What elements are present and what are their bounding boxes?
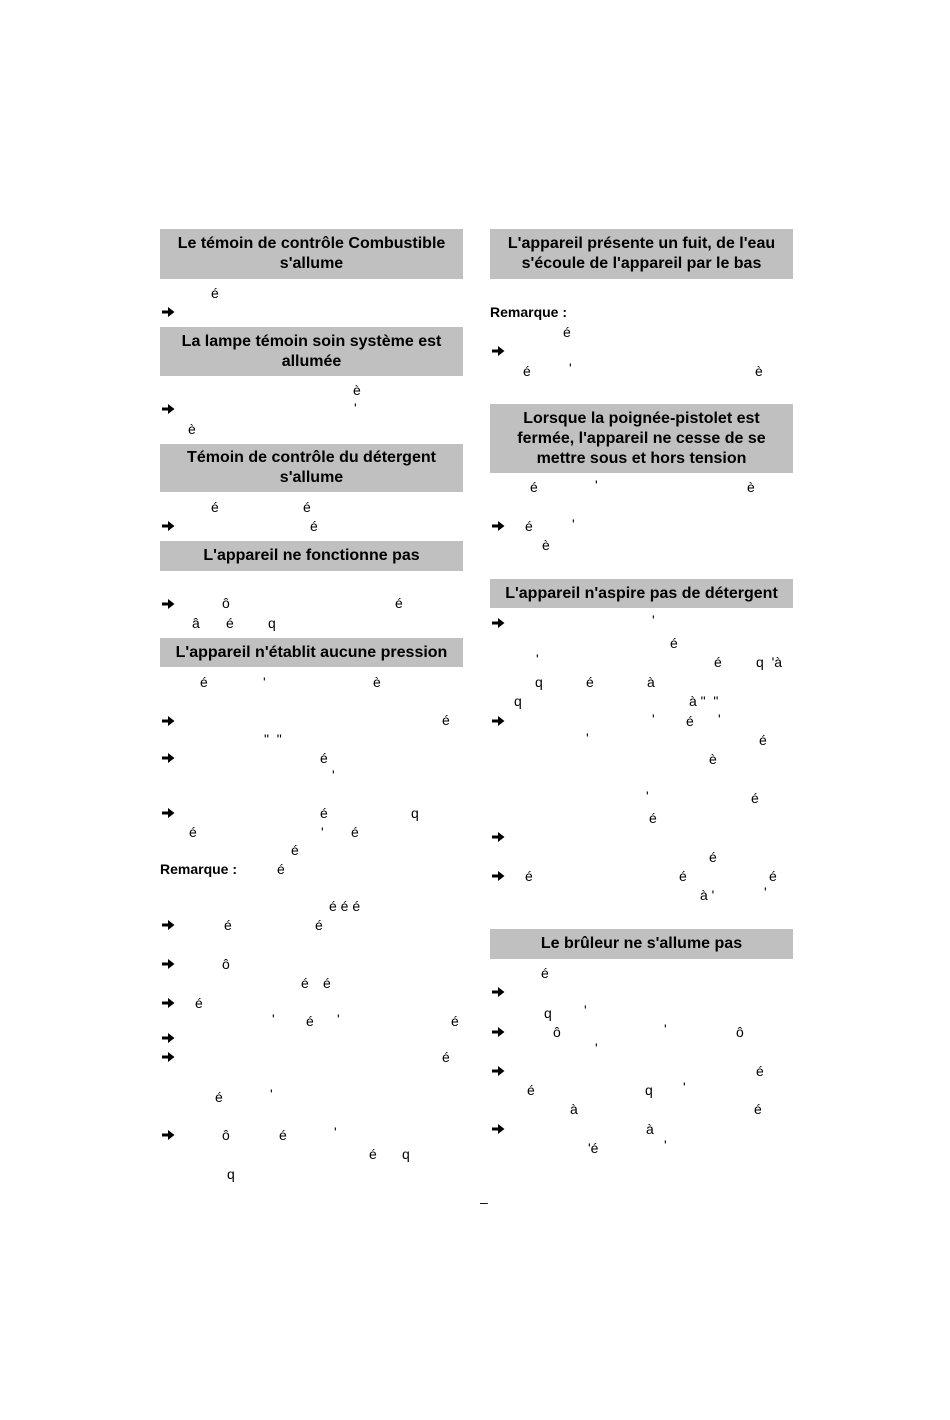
text-fragment: '	[263, 674, 266, 690]
text-fragment: é	[563, 324, 571, 340]
text-fragment: é	[686, 713, 694, 729]
arrow-right-icon	[492, 1026, 505, 1038]
text-fragment: '	[664, 1137, 667, 1153]
left-column	[160, 0, 463, 1420]
text-fragment: q	[645, 1082, 653, 1098]
text-fragment: à	[646, 1121, 654, 1137]
text-fragment: é é é	[329, 898, 361, 914]
arrow-right-icon	[162, 752, 175, 764]
arrow-right-icon	[492, 870, 505, 882]
text-fragment: é	[226, 615, 234, 631]
arrow-right-icon	[492, 715, 505, 727]
text-fragment: é	[670, 635, 678, 651]
text-fragment: é	[195, 995, 203, 1011]
text-fragment: '	[334, 1124, 337, 1140]
text-fragment: '	[270, 1086, 273, 1102]
text-fragment: é	[323, 975, 331, 991]
text-fragment: è	[709, 751, 717, 767]
text-fragment: â	[192, 615, 200, 631]
text-fragment: é	[586, 674, 594, 690]
text-fragment: q	[535, 674, 543, 690]
arrow-right-icon	[492, 1123, 505, 1135]
text-fragment: è	[747, 479, 755, 495]
text-fragment: '	[652, 711, 655, 727]
text-fragment: é	[530, 479, 538, 495]
text-fragment: '	[595, 1040, 598, 1056]
page-number: –	[480, 1194, 488, 1210]
arrow-right-icon	[492, 831, 505, 843]
text-fragment: ô	[222, 956, 230, 972]
section-header-no-pressure: L'appareil n'établit aucune pression	[160, 638, 463, 667]
text-fragment: é	[451, 1013, 459, 1029]
arrow-right-icon	[162, 715, 175, 727]
text-fragment: '	[683, 1079, 686, 1095]
arrow-right-icon	[162, 520, 175, 532]
text-fragment: é	[649, 810, 657, 826]
text-fragment: q	[268, 615, 276, 631]
text-fragment: é	[756, 1063, 764, 1079]
arrow-right-icon	[162, 1051, 175, 1063]
text-fragment: é	[759, 732, 767, 748]
text-fragment: é	[525, 868, 533, 884]
text-fragment: é	[310, 518, 318, 534]
text-fragment: é	[714, 654, 722, 670]
text-fragment: é	[395, 595, 403, 611]
arrow-right-icon	[492, 345, 505, 357]
arrow-right-icon	[162, 1129, 175, 1141]
text-fragment: é	[442, 1049, 450, 1065]
text-fragment: " "	[264, 731, 282, 747]
arrow-right-icon	[492, 520, 505, 532]
text-fragment: é	[320, 805, 328, 821]
text-fragment: 'é	[588, 1140, 599, 1156]
text-fragment: é	[277, 861, 285, 877]
text-fragment: '	[332, 767, 335, 783]
text-fragment: '	[646, 788, 649, 804]
arrow-right-icon	[492, 1065, 505, 1077]
text-fragment: è	[373, 674, 381, 690]
text-fragment: q	[227, 1166, 235, 1182]
text-fragment: é	[306, 1013, 314, 1029]
text-fragment: '	[718, 711, 721, 727]
text-fragment: '	[569, 360, 572, 376]
section-header-fuel-light: Le témoin de contrôle Combustible s'allume	[160, 229, 463, 279]
text-fragment: é	[679, 868, 687, 884]
text-fragment: '	[337, 1011, 340, 1027]
text-fragment: è	[542, 537, 550, 553]
arrow-right-icon	[162, 997, 175, 1009]
text-fragment: '	[595, 477, 598, 493]
arrow-right-icon	[162, 958, 175, 970]
text-fragment: é	[279, 1127, 287, 1143]
section-header-leak: L'appareil présente un fuit, de l'eau s'écoule de l'appareil par le bas	[490, 229, 793, 279]
text-fragment: é	[303, 499, 311, 515]
text-fragment: é	[215, 1089, 223, 1105]
text-fragment: '	[664, 1021, 667, 1037]
text-fragment: é	[369, 1146, 377, 1162]
remarque-label: Remarque :	[160, 861, 238, 877]
text-fragment: é	[754, 1101, 762, 1117]
text-fragment: é	[315, 917, 323, 933]
text-fragment: q	[411, 805, 419, 821]
text-fragment: é	[189, 824, 197, 840]
text-fragment: '	[536, 651, 539, 667]
arrow-right-icon	[162, 598, 175, 610]
text-fragment: é	[709, 849, 717, 865]
text-fragment: q	[402, 1146, 410, 1162]
text-fragment: é	[541, 965, 549, 981]
text-fragment: é	[527, 1082, 535, 1098]
text-fragment: é	[211, 285, 219, 301]
text-fragment: q	[544, 1005, 552, 1021]
text-fragment: è	[755, 363, 763, 379]
section-header-not-working: L'appareil ne fonctionne pas	[160, 541, 463, 571]
text-fragment: é	[442, 712, 450, 728]
text-fragment: é	[200, 674, 208, 690]
text-fragment: '	[584, 1002, 587, 1018]
arrow-right-icon	[492, 986, 505, 998]
text-fragment: ô	[222, 1127, 230, 1143]
text-fragment: é	[211, 499, 219, 515]
text-fragment: '	[272, 1011, 275, 1027]
text-fragment: à	[570, 1101, 578, 1117]
remarque-label: Remarque :	[490, 304, 568, 320]
text-fragment: ô	[553, 1024, 561, 1040]
text-fragment: é	[751, 790, 759, 806]
section-header-system-care-lamp: La lampe témoin soin système est allumée	[160, 327, 463, 376]
text-fragment: é	[224, 917, 232, 933]
right-column	[490, 0, 793, 1420]
text-fragment: é	[351, 824, 359, 840]
text-fragment: q	[514, 693, 522, 709]
text-fragment: é	[301, 975, 309, 991]
text-fragment: '	[652, 612, 655, 628]
arrow-right-icon	[162, 306, 175, 318]
text-fragment: é	[320, 750, 328, 766]
arrow-right-icon	[492, 617, 505, 629]
text-fragment: '	[586, 730, 589, 746]
arrow-right-icon	[162, 807, 175, 819]
text-fragment: è	[188, 421, 196, 437]
text-fragment: é	[291, 842, 299, 858]
text-fragment: é	[769, 868, 777, 884]
text-fragment: à '	[700, 887, 715, 903]
section-header-burner-not-igniting: Le brûleur ne s'allume pas	[490, 929, 793, 959]
section-header-detergent-light: Témoin de contrôle du détergent s'allume	[160, 444, 463, 492]
text-fragment: '	[572, 516, 575, 532]
text-fragment: à	[647, 674, 655, 690]
text-fragment: è	[353, 382, 361, 398]
text-fragment: '	[764, 884, 767, 900]
text-fragment: '	[321, 824, 324, 840]
text-fragment: é	[523, 363, 531, 379]
section-header-gun-closed-cycling: Lorsque la poignée-pistolet est fermée, l'appareil ne cesse de se mettre sous et hors tension	[490, 404, 793, 473]
text-fragment: é	[525, 518, 533, 534]
text-fragment: q 'à	[756, 654, 783, 670]
section-header-no-detergent-intake: L'appareil n'aspire pas de détergent	[490, 579, 793, 608]
arrow-right-icon	[162, 1032, 175, 1044]
text-fragment: ô	[736, 1024, 744, 1040]
text-fragment: à " "	[689, 693, 719, 709]
text-fragment: ô	[222, 595, 230, 611]
text-fragment: '	[354, 400, 357, 416]
arrow-right-icon	[162, 919, 175, 931]
arrow-right-icon	[162, 403, 175, 415]
